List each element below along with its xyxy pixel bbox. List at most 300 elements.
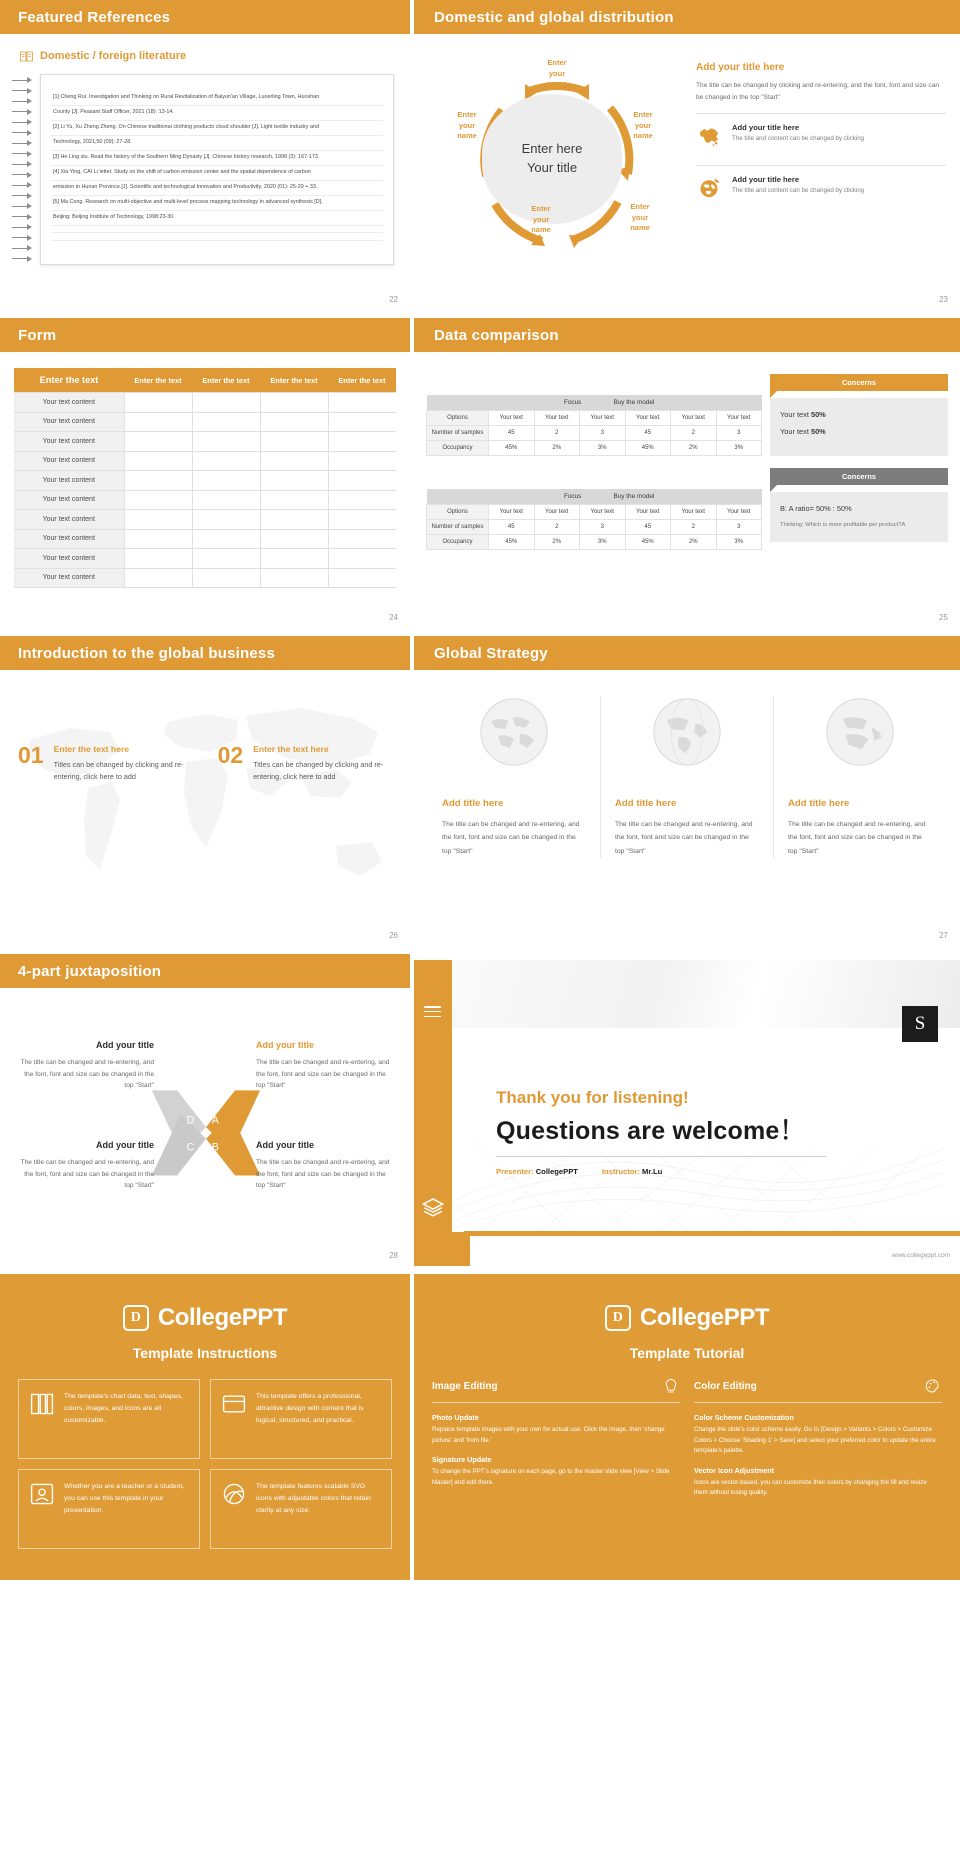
- cell: [260, 529, 328, 549]
- china-map-icon: [696, 123, 722, 149]
- row-label: Number of samples: [427, 520, 489, 535]
- cell: [124, 549, 192, 569]
- reference-line: [1] Cheng Rui. Investigation and Thinking on Rural Revitalization of Baiyun'an Village, Luoerling Town, Huoshan: [51, 91, 383, 106]
- cell: 3%: [716, 535, 762, 550]
- table-row: [427, 535, 762, 550]
- presenter-value: CollegePPT: [535, 1167, 578, 1176]
- hamburger-menu-icon[interactable]: [424, 1006, 441, 1020]
- distribution-item: [696, 165, 946, 208]
- block-desc: Titles can be changed by clicking and re-entering, click here to add: [53, 760, 184, 782]
- column-header: Enter the text: [192, 368, 260, 393]
- cell: [260, 568, 328, 588]
- arrow-icon: [10, 76, 36, 87]
- tutorial-section-text: Change the slide's color scheme easily. Go to [Design > Variants > Colors > Customize Colors > Choose 'Shading 1' > Save] and select your preferred color to update the entire template's palette.: [694, 1426, 936, 1455]
- cell: [328, 549, 396, 569]
- thank-you-line-1: Thank you for listening!: [496, 1088, 689, 1107]
- table-row: [427, 411, 762, 426]
- quadrant-top-right: [256, 1040, 396, 1092]
- reference-line: emission in Hunan Province [J]. Scientific and technological Innovation and Productivity, 2020 (01): 25-29 + 33.: [51, 181, 383, 196]
- form-table: [14, 368, 396, 588]
- juxtaposition-body: [0, 988, 410, 1260]
- tutorial-column-color-editing: [694, 1377, 942, 1499]
- arrow-icon: [10, 160, 36, 171]
- references-arrow-rail: [10, 74, 36, 265]
- data-table-secondary: [426, 468, 762, 550]
- caption-left: Your text: [532, 474, 566, 483]
- slide-form: [0, 318, 410, 628]
- cell: 45%: [489, 535, 535, 550]
- cell: [192, 568, 260, 588]
- cell: [260, 451, 328, 471]
- table-row: [14, 549, 396, 569]
- arrow-icon: [10, 87, 36, 98]
- cell: 2: [671, 520, 717, 535]
- table-row: [427, 520, 762, 535]
- slide-featured-references: [0, 0, 410, 310]
- sub-right: Buy the model: [613, 493, 655, 500]
- quadrant-desc: The title can be changed and re-entering, and the font, font and size can be changed in the top "Start": [256, 1059, 390, 1090]
- svg-text:B: B: [211, 1141, 219, 1154]
- presenter-label: Presenter:: [496, 1167, 534, 1176]
- svg-text:A: A: [211, 1114, 219, 1127]
- arrow-icon: [10, 129, 36, 140]
- cell: 45: [489, 520, 535, 535]
- slide-global-strategy: [414, 636, 960, 946]
- quadrant-desc: The title can be changed and re-entering, and the font, font and size can be changed in the top "Start": [256, 1159, 390, 1190]
- cell: 45: [489, 426, 535, 441]
- row-label: Options: [427, 411, 489, 426]
- cell: [192, 393, 260, 413]
- arrow-icon: [10, 150, 36, 161]
- tutorial-column-header: [432, 1377, 680, 1403]
- block-title: Enter the text here: [253, 744, 329, 754]
- cell: [260, 432, 328, 452]
- cell: [124, 451, 192, 471]
- node-label-bottom: Enter your name: [531, 204, 551, 235]
- cell: [124, 529, 192, 549]
- cell: [328, 471, 396, 491]
- concern-card-primary: [770, 374, 948, 456]
- strategy-desc: The title can be changed and re-entering, and the font, font and size can be changed in the top "Start": [442, 821, 580, 855]
- cell: 45: [625, 520, 671, 535]
- quadrant-title: Add your title: [96, 1040, 154, 1050]
- divider: [496, 1156, 826, 1157]
- thank-you-line-2: Questions are welcome！: [496, 1117, 805, 1145]
- sub-left: Focus: [563, 399, 582, 406]
- cell: [328, 412, 396, 432]
- thank-you-content: [452, 960, 960, 1266]
- panel-template-tutorial: [414, 1274, 960, 1580]
- cell: [328, 432, 396, 452]
- distribution-item-desc: The title and content can be changed by clicking: [732, 187, 865, 195]
- arrow-icon: [10, 181, 36, 192]
- cell: Your text: [671, 505, 717, 520]
- cell: [260, 412, 328, 432]
- quadrant-bottom-left: [14, 1140, 154, 1192]
- concern-value: 50%: [810, 427, 826, 436]
- cell: Your text: [534, 505, 580, 520]
- row-label: Occupancy: [427, 535, 489, 550]
- arrow-icon: [10, 171, 36, 182]
- cell: [328, 510, 396, 530]
- concern-heading: Concerns: [770, 468, 948, 485]
- reference-line: Technology, 2021,50 (09): 27-28.: [51, 136, 383, 151]
- row-label: Your text content: [14, 490, 124, 510]
- tutorial-section-text: Replace template images with your own for actual use. Click the image, then 'change picture' and 'from file.': [432, 1426, 665, 1444]
- cell: [260, 490, 328, 510]
- reference-line: County [J]. Peasant Staff Officer, 2021 (18): 13-14.: [51, 106, 383, 121]
- slide-title-featured-references: Featured References: [0, 0, 410, 34]
- table-caption: [427, 374, 762, 395]
- row-label: Your text content: [14, 451, 124, 471]
- node-label-left: Enter your name: [457, 110, 477, 141]
- cell: Your text: [625, 411, 671, 426]
- column-header: Enter the text: [124, 368, 192, 393]
- cell: 3%: [580, 441, 626, 456]
- page-number: 27: [939, 931, 948, 940]
- concern-value: 50%: [810, 410, 826, 419]
- cell: 3%: [580, 535, 626, 550]
- globe-icon: [651, 696, 723, 768]
- brand-mark-icon: D: [123, 1305, 149, 1331]
- reference-line: [2] Li Yu, Xu Zheng Zheng. On Chinese traditional clothing products cloud shoulder [J]. Light textile industry and: [51, 121, 383, 136]
- footer-url: www.collegeppt.com: [891, 1252, 950, 1259]
- cell: [192, 490, 260, 510]
- arrow-icon: [10, 255, 36, 266]
- table-row: [14, 393, 396, 413]
- page-number: 23: [939, 295, 948, 304]
- cell: [124, 490, 192, 510]
- slide-juxtaposition: [0, 954, 410, 1266]
- references-body: [10, 74, 394, 265]
- reference-line: [51, 226, 383, 233]
- instruction-card: [18, 1379, 200, 1459]
- cell: [260, 510, 328, 530]
- cell: [192, 529, 260, 549]
- strategy-column: [773, 696, 946, 858]
- strategy-column: [428, 696, 600, 858]
- global-business-block: [18, 744, 184, 783]
- cell: [328, 490, 396, 510]
- tutorial-section-title: Signature Update: [432, 1455, 492, 1465]
- reference-line: [5] Ma Cong. Research on multi-objective and multi-level process mapping technology in advanced synthesis [D].: [51, 196, 383, 211]
- reference-line: [51, 233, 383, 240]
- column-header: Enter the text: [328, 368, 396, 393]
- cell: [192, 471, 260, 491]
- slide-title-global-strategy: Global Strategy: [414, 636, 960, 670]
- cell: 3%: [716, 441, 762, 456]
- node-label-right-bottom: Enter your name: [630, 202, 650, 233]
- cell: [124, 412, 192, 432]
- person-icon: [29, 1481, 55, 1507]
- quadrant-title: Add your title: [256, 1140, 314, 1150]
- cell: [192, 510, 260, 530]
- cell: [192, 412, 260, 432]
- instructor-value: Mr.Lu: [642, 1167, 663, 1176]
- brand-text: CollegePPT: [639, 1304, 770, 1331]
- tutorial-column-header: [694, 1377, 942, 1403]
- concern-label: Your text: [780, 410, 811, 419]
- cell: 45%: [625, 535, 671, 550]
- bottom-orange-band: [464, 1231, 960, 1236]
- slide-global-business: [0, 636, 410, 946]
- quadrant-title: Add your title: [96, 1140, 154, 1150]
- svg-text:D: D: [186, 1114, 195, 1127]
- world-map-background: [0, 670, 410, 940]
- references-card: [40, 74, 394, 265]
- instruction-card-text: The template features scalable SVG icons with adjustable colors that retain clarity at any size.: [256, 1483, 371, 1514]
- distribution-item-title: Add your title here: [732, 123, 800, 133]
- table-row: [14, 490, 396, 510]
- cell: 3: [716, 520, 762, 535]
- cell: [328, 451, 396, 471]
- slide-title-global-business: Introduction to the global business: [0, 636, 410, 670]
- caption-right: Number of samples：100: [589, 380, 679, 389]
- x-shape-icon: [148, 1076, 264, 1186]
- quadrant-desc: The title can be changed and re-entering, and the font, font and size can be changed in the top "Start": [20, 1059, 154, 1090]
- row-label: Occupancy: [427, 441, 489, 456]
- block-number: 02: [217, 742, 244, 768]
- instruction-cards: [0, 1361, 410, 1549]
- concerns-column: [770, 374, 948, 562]
- concern-body: [770, 492, 948, 542]
- table-row: [427, 505, 762, 520]
- instruction-card-text: Whether you are a teacher or a student, you can use this template in your presentation.: [64, 1483, 185, 1514]
- instruction-card-text: This template offers a professional, attractive design with content that is logical, structured, and practical.: [256, 1393, 364, 1424]
- tutorial-column-title: Color Editing: [694, 1380, 757, 1392]
- concern-label: Your text: [780, 427, 811, 436]
- globe-icon: [696, 175, 722, 201]
- strategy-title: Add title here: [442, 798, 504, 809]
- presenter-meta: [496, 1167, 896, 1176]
- tutorial-section-title: Vector Icon Adjustment: [694, 1465, 775, 1475]
- circular-diagram: [432, 52, 682, 267]
- global-business-block: [218, 744, 384, 783]
- global-business-blocks: [18, 744, 383, 783]
- cell: Your text: [534, 411, 580, 426]
- center-line-2: Your title: [526, 160, 578, 175]
- cell: [260, 471, 328, 491]
- distribution-item: [696, 113, 946, 156]
- quadrant-title: Add your title: [256, 1040, 314, 1050]
- cell: Your text: [580, 411, 626, 426]
- tutorial-section-title: Photo Update: [432, 1413, 479, 1422]
- cell: Your text: [716, 411, 762, 426]
- cell: Your text: [580, 505, 626, 520]
- node-label-top: Enter your name: [547, 58, 567, 89]
- row-label: Number of samples: [427, 426, 489, 441]
- table-header-row: [14, 368, 396, 393]
- row-label: Your text content: [14, 549, 124, 569]
- sub-left: Focus: [563, 493, 582, 500]
- palette-icon: [924, 1377, 942, 1395]
- concern-body: [770, 398, 948, 456]
- strategy-column: [600, 696, 773, 858]
- table-row: [14, 412, 396, 432]
- instruction-card: [18, 1469, 200, 1549]
- concern-heading: Concerns: [770, 374, 948, 391]
- strategy-title: Add title here: [615, 798, 677, 809]
- globe-icon: [478, 696, 550, 768]
- tutorial-column-image-editing: [432, 1377, 680, 1499]
- concern-ratio: B: A ratio= 50% : 50%: [780, 504, 852, 513]
- slide-data-comparison: [414, 318, 960, 628]
- brand-text: CollegePPT: [157, 1304, 288, 1331]
- table-subheader: [427, 489, 762, 505]
- slide-title-distribution: Domestic and global distribution: [414, 0, 960, 34]
- arrow-icon: [10, 223, 36, 234]
- instruction-card: [210, 1379, 392, 1459]
- concern-note: Thinking: Which is more profitable per product?A: [780, 522, 906, 528]
- cell: 2: [671, 426, 717, 441]
- cell: Your text: [716, 505, 762, 520]
- cell: [260, 393, 328, 413]
- cell: 2%: [671, 441, 717, 456]
- panel-template-instructions: [0, 1274, 410, 1580]
- strategy-title: Add title here: [788, 798, 850, 809]
- cell: 3: [580, 426, 626, 441]
- cell: 3: [580, 520, 626, 535]
- cell: [124, 432, 192, 452]
- node-label-right-top: Enter your name: [633, 110, 653, 141]
- cell: [192, 451, 260, 471]
- brand-lockup: [0, 1304, 410, 1332]
- arrow-icon: [10, 244, 36, 255]
- slide-thank-you: [414, 954, 960, 1266]
- center-line-1: Enter here: [521, 141, 583, 157]
- table-row: [14, 432, 396, 452]
- book-icon: [20, 51, 33, 62]
- cell: Your text: [671, 411, 717, 426]
- cell: 2%: [534, 441, 580, 456]
- quadrant-desc: The title can be changed and re-entering, and the font, font and size can be changed in the top "Start": [20, 1159, 154, 1190]
- cell: Your text: [489, 411, 535, 426]
- data-table-primary: [426, 374, 762, 456]
- table-row: [14, 471, 396, 491]
- slide-distribution: [414, 0, 960, 310]
- cell: 2%: [671, 535, 717, 550]
- page-number: 26: [389, 931, 398, 940]
- cell: 45%: [489, 441, 535, 456]
- bulb-icon: [662, 1377, 680, 1395]
- arrow-icon: [10, 202, 36, 213]
- cell: [124, 393, 192, 413]
- cell: 45%: [625, 441, 671, 456]
- table-row: [14, 529, 396, 549]
- block-desc: Titles can be changed by clicking and re-entering, click here to add: [253, 760, 384, 782]
- row-label: Your text content: [14, 510, 124, 530]
- table-row: [427, 441, 762, 456]
- distribution-title: Add your title here: [696, 62, 785, 73]
- brand-mark-icon: D: [605, 1305, 631, 1331]
- distribution-item-title: Add your title here: [732, 175, 800, 185]
- tutorial-section-title: Color Scheme Customization: [694, 1413, 794, 1422]
- arrow-icon: [10, 213, 36, 224]
- page-number: 22: [389, 295, 398, 304]
- column-header: Enter the text: [260, 368, 328, 393]
- block-number: 01: [18, 742, 44, 768]
- arrow-icon: [10, 192, 36, 203]
- tutorial-section-text: Icons are vector-based, you can customize their colors by changing the fill and resize them without losing quality.: [694, 1478, 927, 1497]
- row-label: Your text content: [14, 432, 124, 452]
- cell: 2%: [534, 535, 580, 550]
- column-header: Enter the text: [14, 368, 124, 393]
- caption-left: Your text: [532, 380, 566, 389]
- sub-right: Buy the model: [613, 399, 655, 406]
- svg-text:C: C: [186, 1141, 195, 1154]
- cell: [192, 432, 260, 452]
- thank-you-canvas: [414, 954, 960, 1266]
- cell: [124, 510, 192, 530]
- tutorial-heading: Template Tutorial: [629, 1345, 745, 1361]
- row-label: Your text content: [14, 471, 124, 491]
- quadrant-bottom-right: [256, 1140, 396, 1192]
- tutorial-section-text: To change the PPT's signature on each page, go to the master slide view [View > Slide Master] and edit there.: [432, 1468, 670, 1486]
- brand-lockup: [414, 1304, 960, 1332]
- cell: [328, 393, 396, 413]
- concern-card-secondary: [770, 468, 948, 542]
- table-row: [14, 568, 396, 588]
- arrow-icon: [10, 97, 36, 108]
- page-number: 25: [939, 613, 948, 622]
- table-subheader: [427, 395, 762, 411]
- cell: [260, 549, 328, 569]
- layers-icon: [422, 1196, 444, 1218]
- quadrant-top-left: [14, 1040, 154, 1092]
- tutorial-columns: [414, 1361, 960, 1499]
- slide-title-juxtaposition: 4-part juxtaposition: [0, 954, 410, 988]
- shapes-icon: [221, 1481, 247, 1507]
- reference-line: [3] He Ling xiu. Read the history of the Southern Ming Dynasty [J]. Chinese history research, 1998 (3): 167-173.: [51, 151, 383, 166]
- instructor-label: Instructor:: [601, 1167, 640, 1176]
- instruction-card-text: The template's chart data, text, shapes, colors, images, and icons are all customizable.: [64, 1393, 183, 1424]
- strategy-desc: The title can be changed and re-entering, and the font, font and size can be changed in the top "Start": [788, 821, 926, 855]
- distribution-item-desc: The title and content can be changed by clicking: [732, 135, 865, 143]
- table-row: [14, 510, 396, 530]
- distribution-text-column: [696, 62, 946, 208]
- page-number: 28: [389, 1251, 398, 1260]
- strategy-desc: The title can be changed and re-entering, and the font, font and size can be changed in the top "Start": [615, 821, 753, 855]
- row-label: Your text content: [14, 529, 124, 549]
- concern-row: [780, 427, 938, 436]
- concern-row: [780, 410, 938, 419]
- cell: 2: [534, 426, 580, 441]
- references-section-heading-row: [20, 50, 410, 62]
- data-comparison-body: [426, 374, 950, 562]
- arrow-icon: [10, 139, 36, 150]
- cell: 3: [716, 426, 762, 441]
- distribution-paragraph: The title can be changed by clicking and re-entering, and the font, font and size can be changed in the top "Start": [696, 82, 940, 102]
- cell: [124, 471, 192, 491]
- instruction-card: [210, 1469, 392, 1549]
- table-row: [427, 426, 762, 441]
- thank-you-text: [496, 1088, 896, 1176]
- arrow-icon: [10, 234, 36, 245]
- table-caption: [427, 468, 762, 489]
- page-number: 24: [389, 613, 398, 622]
- block-title: Enter the text here: [53, 744, 130, 754]
- references-section-heading: Domestic / foreign literature: [40, 50, 187, 62]
- slide-title-data-comparison: Data comparison: [414, 318, 960, 352]
- signature-logo: S: [902, 1006, 938, 1042]
- instructions-heading: Template Instructions: [132, 1345, 278, 1361]
- caption-right: Number of samples：100: [589, 474, 679, 483]
- globe-icon: [824, 696, 896, 768]
- global-strategy-columns: [428, 696, 946, 858]
- window-icon: [221, 1391, 247, 1417]
- cell: 2: [534, 520, 580, 535]
- arrow-icon: [10, 108, 36, 119]
